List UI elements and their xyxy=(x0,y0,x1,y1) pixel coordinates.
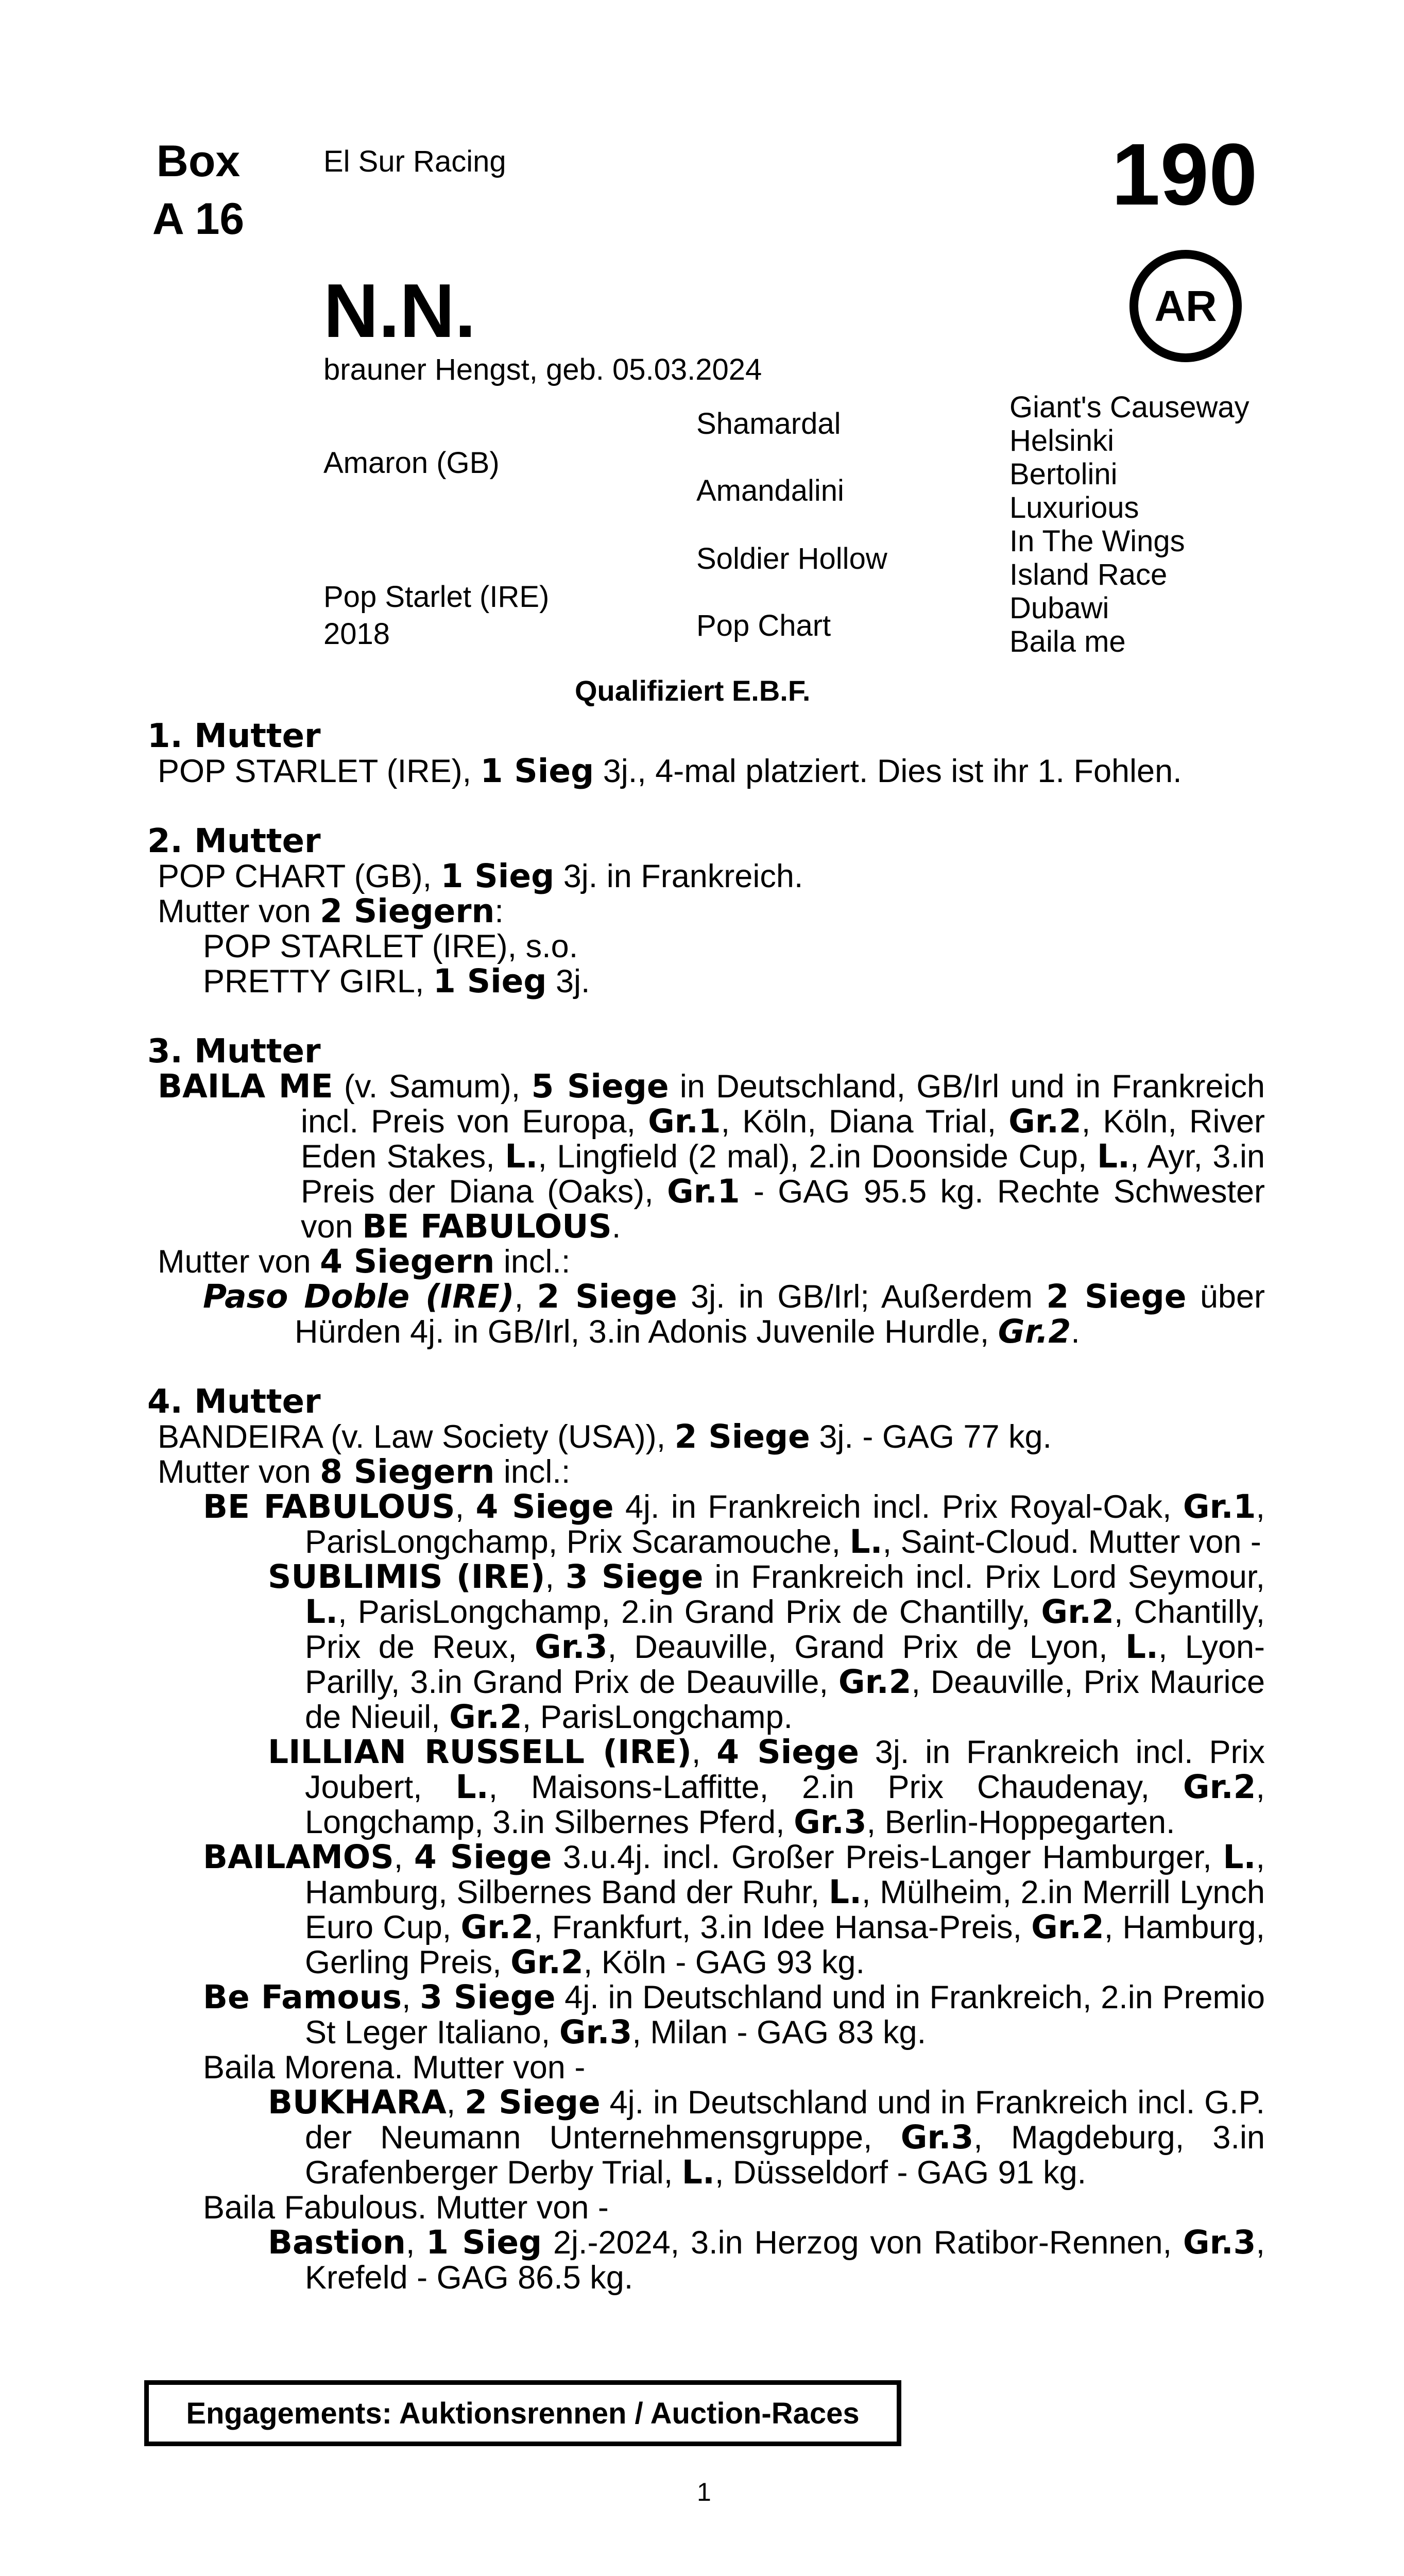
fourth-dam-text: BANDEIRA (v. Law Society (USA)), 2 Siege 3j. - GAG 77 kg. xyxy=(158,1418,1052,1455)
pedigree-gen3-8: Baila me xyxy=(1009,625,1126,658)
pedigree-dam-year: 2018 xyxy=(323,617,390,651)
pedigree-gen3-7: Dubawi xyxy=(1009,591,1109,625)
pedigree-sire-dam: Amandalini xyxy=(696,474,844,507)
third-dam-produce-intro: Mutter von 4 Siegern incl.: xyxy=(158,1243,571,1280)
section-title-4th-dam: 4. Mutter xyxy=(147,1383,321,1421)
horse-description: brauner Hengst, geb. 05.03.2024 xyxy=(323,353,762,386)
qualification: Qualifiziert E.B.F. xyxy=(575,674,811,707)
box-label: Box xyxy=(156,137,241,186)
second-dam-produce-1: POP STARLET (IRE), s.o. xyxy=(203,928,578,964)
horse-name: N.N. xyxy=(323,268,476,353)
pedigree-dam-sire: Soldier Hollow xyxy=(696,542,887,575)
fourth-dam-produce-4: Baila Morena. Mutter von - xyxy=(203,2049,586,2086)
family-record xyxy=(147,719,1265,2295)
fourth-dam-produce-1: BE FABULOUS, 4 Siege 4j. in Frankreich incl. Prix Royal-Oak, Gr.1, ParisLongchamp, Prix Scaramouche, L., Saint-Cloud. Mutter von - xyxy=(203,1488,1265,1561)
fourth-dam-produce-5: Baila Fabulous. Mutter von - xyxy=(203,2190,609,2226)
second-dam-produce-2: PRETTY GIRL, 1 Sieg 3j. xyxy=(203,962,590,1000)
ar-badge: AR xyxy=(1129,250,1242,362)
third-dam-text: BAILA ME (v. Samum), 5 Siege in Deutschland, GB/Irl und in Frankreich incl. Preis von Europa, Gr.1, Köln, Diana Trial, Gr.2, Köln, River Eden Stakes, L., Lingfield (2 mal), 2.in Doonside Cup, L., Ayr, 3.in Preis der Diana (Oaks), Gr.1 - GAG 95.5 kg. Rechte Schwester von BE FABULOUS. xyxy=(158,1067,1265,1245)
pedigree-gen3-2: Helsinki xyxy=(1009,424,1115,457)
owner-name: El Sur Racing xyxy=(323,145,506,178)
second-dam-text: POP CHART (GB), 1 Sieg 3j. in Frankreich. xyxy=(158,857,803,895)
pedigree-dam: Pop Starlet (IRE) xyxy=(323,580,550,614)
section-title-3rd-dam: 3. Mutter xyxy=(147,1032,321,1071)
pedigree-gen3-1: Giant's Causeway xyxy=(1009,391,1249,424)
pedigree-sire-sire: Shamardal xyxy=(696,407,841,440)
fourth-dam-grandproduce-2: LILLIAN RUSSELL (IRE), 4 Siege 3j. in Frankreich incl. Prix Joubert, L., Maisons-Laffitte, 2.in Prix Chaudenay, Gr.2, Longchamp, 3.in Silbernes Pferd, Gr.3, Berlin-Hoppegarten. xyxy=(268,1733,1265,1841)
lot-number: 190 xyxy=(1111,126,1258,224)
fourth-dam-produce-intro: Mutter von 8 Siegern incl.: xyxy=(158,1453,571,1490)
engagements-box: Engagements: Auktionsrennen / Auction-Races xyxy=(144,2380,901,2446)
third-dam-produce-1: Paso Doble (IRE), 2 Siege 3j. in GB/Irl; Außerdem 2 Siege über Hürden 4j. in GB/Irl, 3.in Adonis Juvenile Hurdle, Gr.2. xyxy=(203,1278,1265,1350)
pedigree-dam-dam: Pop Chart xyxy=(696,609,831,642)
section-title-2nd-dam: 2. Mutter xyxy=(147,822,321,860)
pedigree-gen3-4: Luxurious xyxy=(1009,491,1139,524)
pedigree-gen3-3: Bertolini xyxy=(1009,457,1118,491)
fourth-dam-produce-2: BAILAMOS, 4 Siege 3.u.4j. incl. Großer Preis-Langer Hamburger, L., Hamburg, Silbernes Band der Ruhr, L., Mülheim, 2.in Merrill Lynch Euro Cup, Gr.2, Frankfurt, 3.in Idee Hansa-Preis, Gr.2, Hamburg, Gerling Preis, Gr.2, Köln - GAG 93 kg. xyxy=(203,1838,1265,1981)
pedigree-gen3-6: Island Race xyxy=(1009,558,1168,591)
second-dam-produce-intro: Mutter von 2 Siegern: xyxy=(158,892,504,930)
section-title-1st-dam: 1. Mutter xyxy=(147,717,321,755)
fourth-dam-grandproduce-1: SUBLIMIS (IRE), 3 Siege in Frankreich incl. Prix Lord Seymour, L., ParisLongchamp, 2.in Grand Prix de Chantilly, Gr.2, Chantilly, Prix de Reux, Gr.3, Deauville, Grand Prix de Lyon, L., Lyon-Parilly, 3.in Grand Prix de Deauville, Gr.2, Deauville, Prix Maurice de Nieuil, Gr.2, ParisLongchamp. xyxy=(268,1558,1265,1736)
fourth-dam-grandproduce-3: BUKHARA, 2 Siege 4j. in Deutschland und in Frankreich incl. G.P. der Neumann Unternehmensgruppe, Gr.3, Magdeburg, 3.in Grafenberger Derby Trial, L., Düsseldorf - GAG 91 kg. xyxy=(268,2083,1265,2191)
box-number: A 16 xyxy=(152,194,245,244)
fourth-dam-produce-3: Be Famous, 3 Siege 4j. in Deutschland und in Frankreich, 2.in Premio St Leger Italiano, Gr.3, Milan - GAG 83 kg. xyxy=(203,1978,1265,2051)
pedigree-sire: Amaron (GB) xyxy=(323,446,500,480)
page-number: 1 xyxy=(697,2478,711,2506)
first-dam-text: POP STARLET (IRE), 1 Sieg 3j., 4-mal platziert. Dies ist ihr 1. Fohlen. xyxy=(158,752,1182,790)
pedigree-gen3-5: In The Wings xyxy=(1009,524,1185,558)
fourth-dam-grandproduce-4: Bastion, 1 Sieg 2j.-2024, 3.in Herzog von Ratibor-Rennen, Gr.3, Krefeld - GAG 86.5 kg. xyxy=(268,2224,1265,2296)
